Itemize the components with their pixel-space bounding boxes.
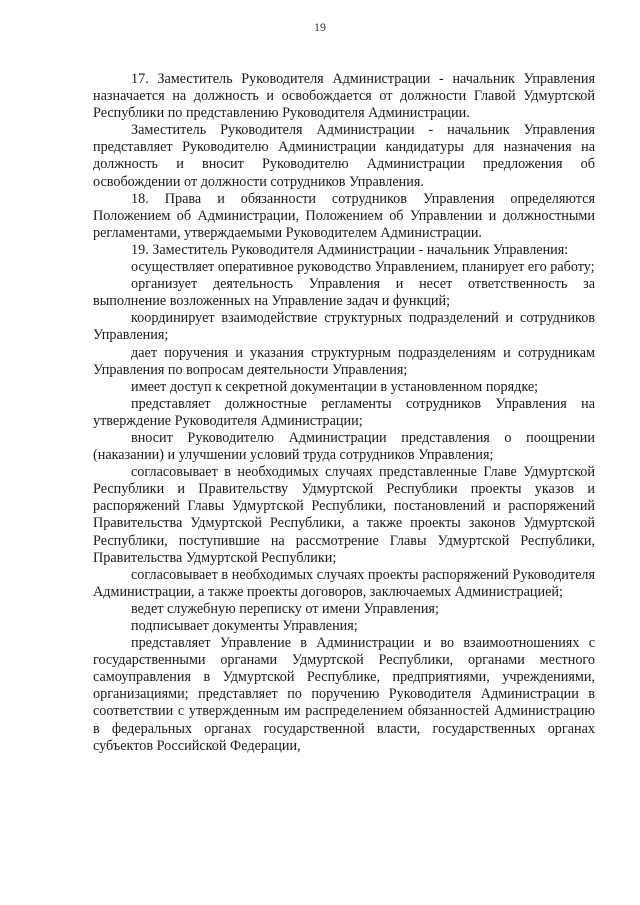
paragraph: 17. Заместитель Руководителя Администрации - начальник Управления назначается на должность и освобождается от должности Главой Удмуртской Республики по представлению Руководителя Администрации. xyxy=(93,71,595,122)
document-body xyxy=(93,71,595,755)
paragraph: организует деятельность Управления и несет ответственность за выполнение возложенных на Управление задач и функций; xyxy=(93,276,595,310)
paragraph: осуществляет оперативное руководство Управлением, планирует его работу; xyxy=(131,259,595,276)
paragraph: представляет Управление в Администрации и во взаимоотношениях с государственными органами Удмуртской Республики, органами местного самоуправления в Удмуртской Республике, предприятиями, учреждениями, организациями; представляет по поручению Руководителя Администрации в соответствии с утвержденным им распределением обязанностей Администрацию в федеральных органах государственной власти, государственных органах субъектов Российской Федерации, xyxy=(93,635,595,754)
paragraph: согласовывает в необходимых случаях представленные Главе Удмуртской Республики и Правительству Удмуртской Республики проекты указов и распоряжений Главы Удмуртской Республики, постановлений и распоряжений Правительства Удмуртской Республики, а также проекты законов Удмуртской Республики, поступившие на рассмотрение Главы Удмуртской Республики, Правительства Удмуртской Республики; xyxy=(93,464,595,566)
paragraph: координирует взаимодействие структурных подразделений и сотрудников Управления; xyxy=(93,310,595,344)
paragraph: вносит Руководителю Администрации представления о поощрении (наказании) и улучшении условий труда сотрудников Управления; xyxy=(93,429,595,464)
paragraph: 18. Права и обязанности сотрудников Управления определяются Положением об Администрации, Положением об Управлении и должностными регламентами, утверждаемыми Руководителем Администрации. xyxy=(93,190,595,241)
paragraph: дает поручения и указания структурным подразделениям и сотрудникам Управления по вопросам деятельности Управления; xyxy=(93,344,595,378)
paragraph: согласовывает в необходимых случаях проекты распоряжений Руководителя Администрации, а также проекты договоров, заключаемых Администрацией; xyxy=(93,566,595,600)
page-number: 19 xyxy=(314,20,326,34)
paragraph: ведет служебную переписку от имени Управления; xyxy=(131,600,439,617)
paragraph: имеет доступ к секретной документации в установленном порядке; xyxy=(131,378,539,395)
paragraph: подписывает документы Управления; xyxy=(131,618,358,634)
paragraph: 19. Заместитель Руководителя Администрации - начальник Управления: xyxy=(131,241,569,258)
paragraph: Заместитель Руководителя Администрации - начальник Управления представляет Руководителю Администрации кандидатуры для назначения на должность и вносит Руководителю Администрации предложения об освобождении от должности сотрудников Управления. xyxy=(93,122,595,190)
paragraph: представляет должностные регламенты сотрудников Управления на утверждение Руководителя Администрации; xyxy=(93,395,595,429)
